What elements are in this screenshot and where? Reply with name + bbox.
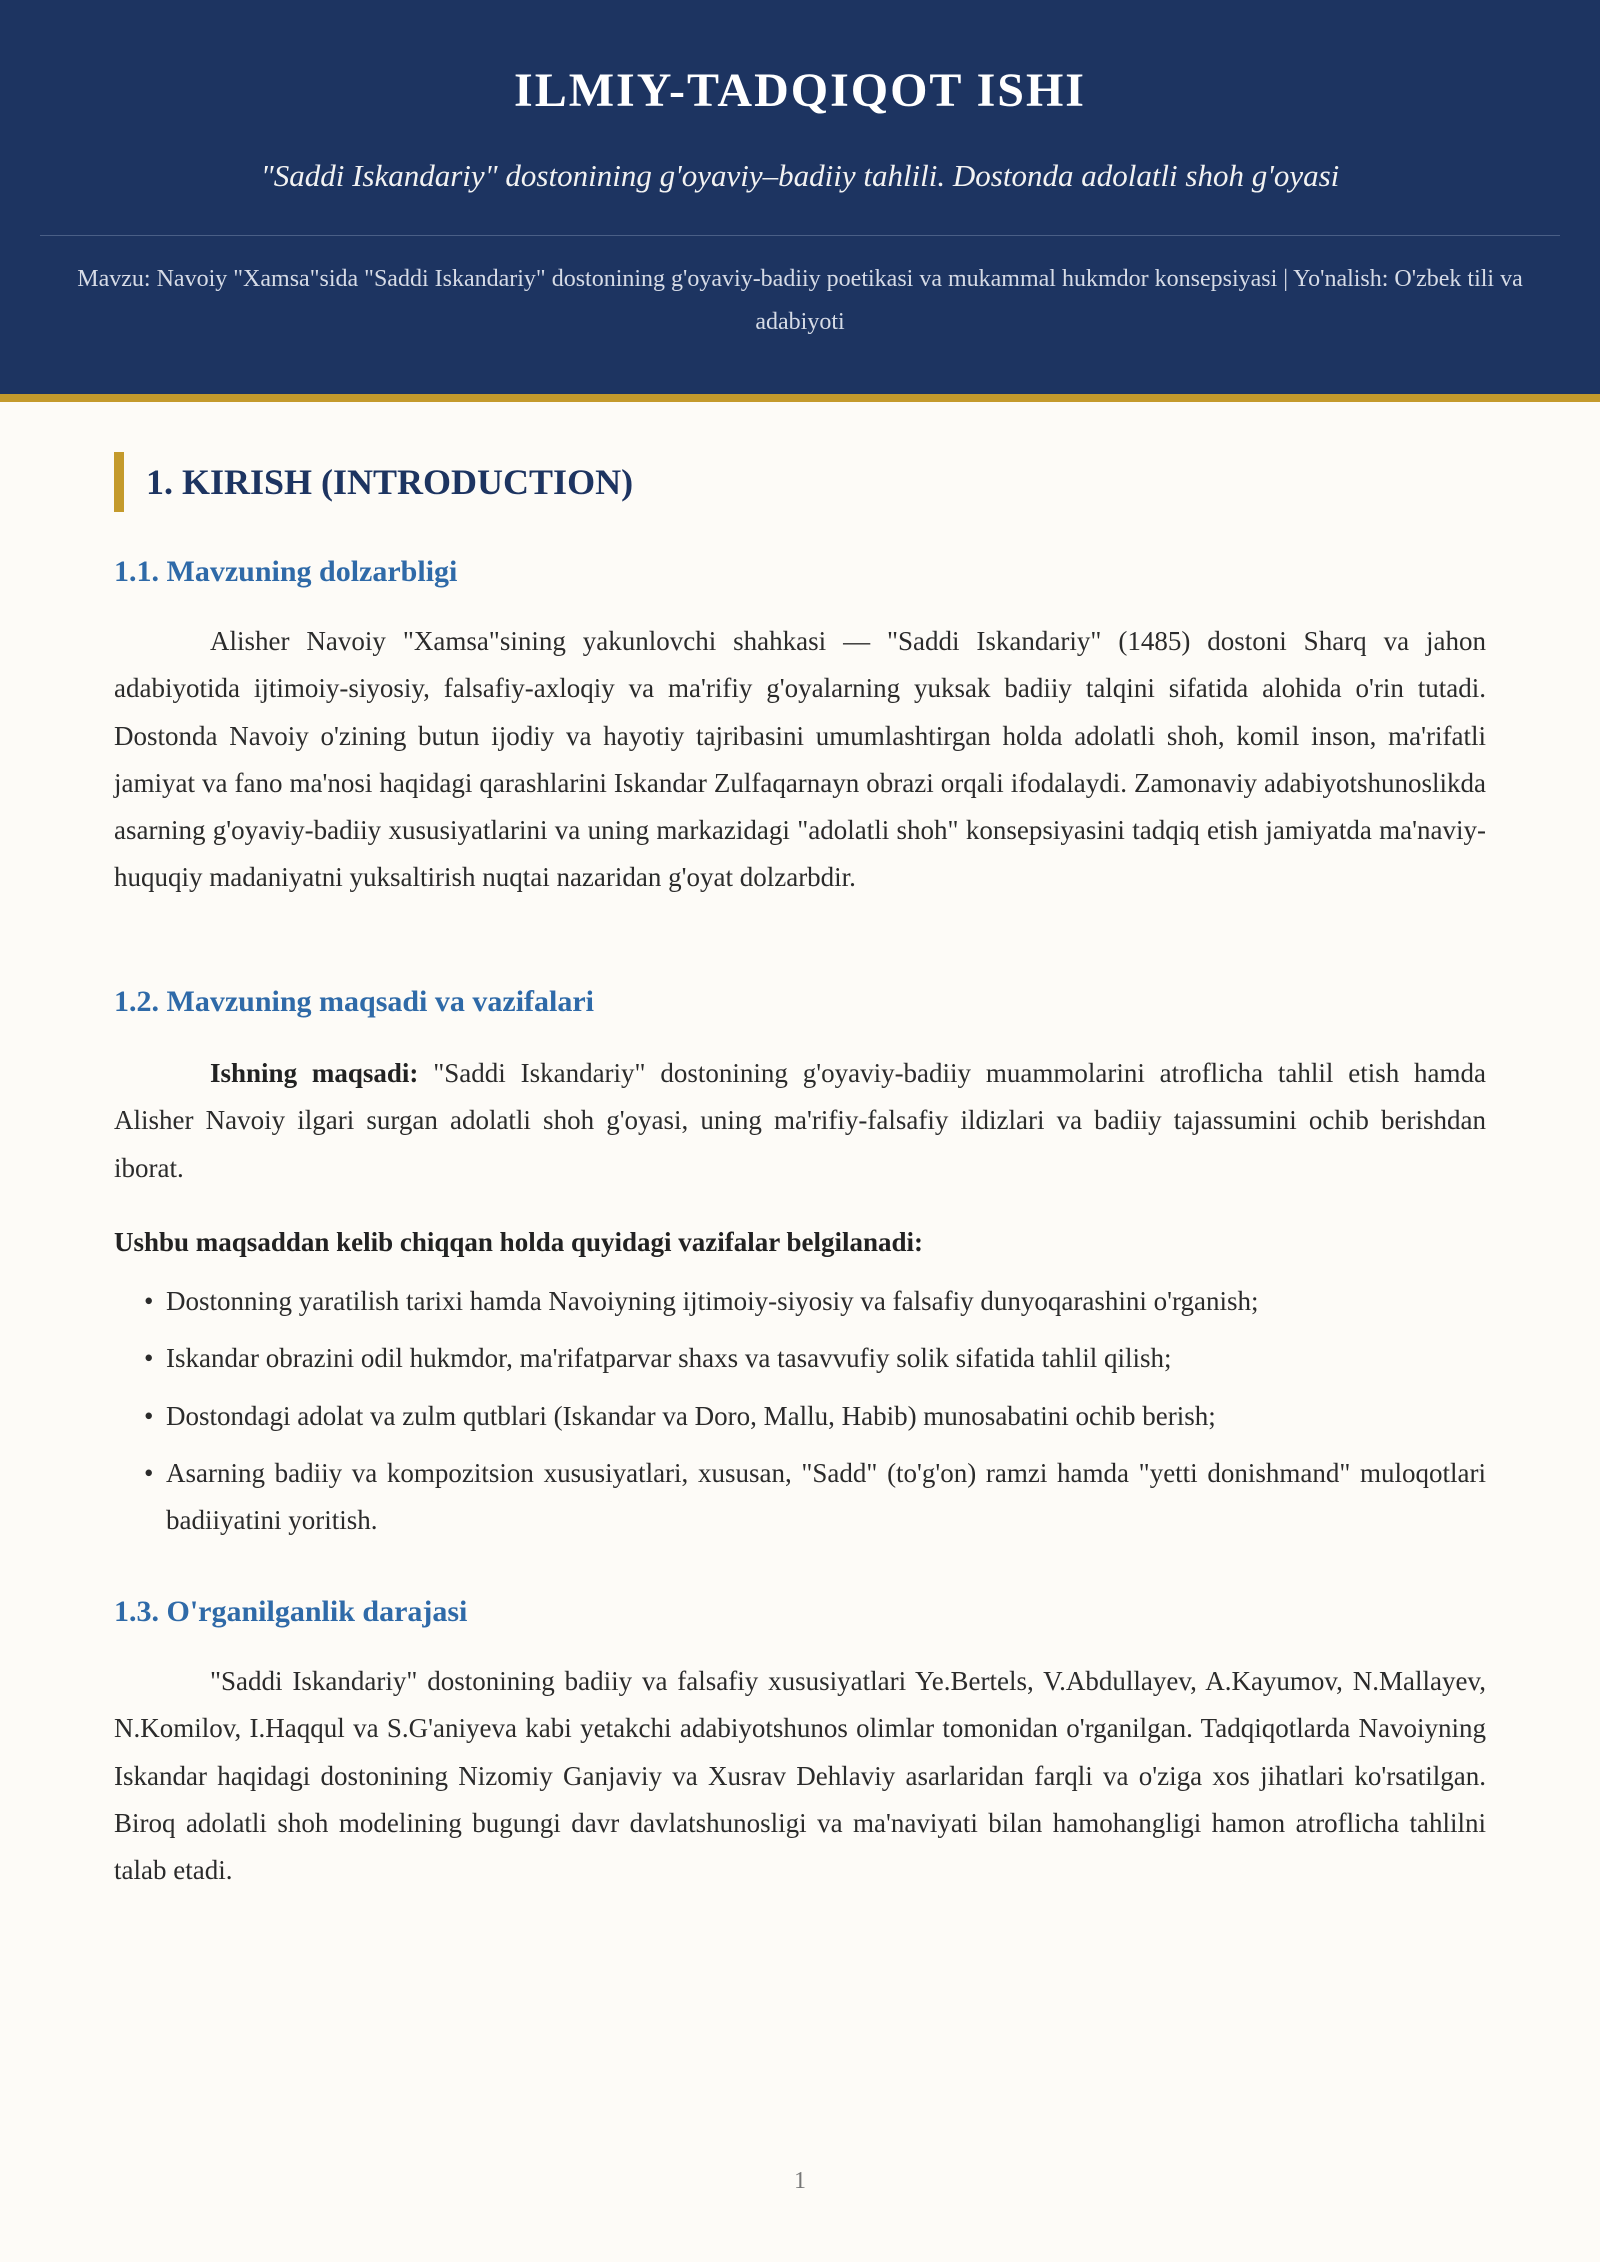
subsection-heading-goals: 1.2. Mavzuning maqsadi va vazifalari xyxy=(114,985,595,1018)
document-subtitle: "Saddi Iskandariy" dostonining g'oyaviy–badiiy tahlili. Dostonda adolatli shoh g'oyasi xyxy=(260,158,1340,193)
subsection-heading-relevance: 1.1. Mavzuning dolzarbligi xyxy=(114,555,458,588)
page-number: 1 xyxy=(794,2168,806,2194)
list-item-text: Asarning badiiy va kompozitsion xususiyatlari, xususan, "Sadd" (to'g'on) ramzi hamda "yetti donishmand" muloqotlari badiiyatini yoritish. xyxy=(166,1457,1486,1536)
document-header xyxy=(0,0,1600,402)
subsection-heading-study-level: 1.3. O'rganilganlik darajasi xyxy=(114,1595,468,1628)
list-item-text: Dostonning yaratilish tarixi hamda Navoiyning ijtimoiy-siyosiy va falsafiy dunyoqarashini o'rganish; xyxy=(166,1286,1259,1316)
header-divider xyxy=(40,235,1560,236)
section-heading: 1. KIRISH (INTRODUCTION) xyxy=(114,452,633,512)
goal-label: Ishning maqsadi: xyxy=(210,1058,419,1088)
document-title: ILMIY-TADQIQOT ISHI xyxy=(514,64,1086,117)
bullet-icon: • xyxy=(144,1400,154,1431)
paragraph-goal xyxy=(114,1050,1486,1192)
list-item-text: Dostondagi adolat va zulm qutblari (Iskandar va Doro, Mallu, Habib) munosabatini ochib berish; xyxy=(166,1400,1216,1431)
list-item-text: Iskandar obrazini odil hukmdor, ma'rifatparvar shaxs va tasavvufiy solik sifatida tahlil qilish; xyxy=(166,1343,1172,1374)
list-item xyxy=(144,1450,1486,1545)
document-topic: Mavzu: Navoiy "Xamsa"sida "Saddi Iskandariy" dostonining g'oyaviy-badiiy poetikasi va mukammal hukmdor konsepsiyasi | Yo'nalish: O'zbek tili va adabiyoti xyxy=(77,266,1523,335)
bullet-icon: • xyxy=(144,1286,154,1316)
goal-text: "Saddi Iskandariy" dostonining g'oyaviy-badiiy muammolarini atroflicha tahlil etish hamda Alisher Navoiy ilgari surgan adolatli shoh g'oyasi, uning ma'rifiy-falsafiy ildizlari va badiiy tajassumini ochib berishdan iborat. xyxy=(114,1058,1487,1183)
tasks-list xyxy=(144,1278,1486,1554)
list-item xyxy=(144,1278,1486,1325)
paragraph-study-level: "Saddi Iskandariy" dostonining badiiy va falsafiy xususiyatlari Ye.Bertels, V.Abdullayev, A.Kayumov, N.Mallayev, N.Komilov, I.Haqqul va S.G'aniyeva kabi yetakchi adabiyotshunos olimlar tomonidan o'rganilgan. Tadqiqotlarda Navoiyning Iskandar haqidagi dostonining Nizomiy Ganjaviy va Xusrav Dehlaviy asarlaridan farqli va o'ziga xos jihatlari ko'rsatilgan. Biroq adolatli shoh modelining bugungi davr davlatshunosligi va ma'naviyati bilan hamohangligi hamon atroflicha tahlilni talab etadi. xyxy=(114,1666,1486,1886)
bullet-icon: • xyxy=(144,1457,154,1488)
tasks-heading: Ushbu maqsaddan kelib chiqqan holda quyidagi vazifalar belgilanadi: xyxy=(114,1227,924,1257)
list-item xyxy=(144,1393,1486,1440)
paragraph-relevance: Alisher Navoiy "Xamsa"sining yakunlovchi shahkasi — "Saddi Iskandariy" (1485) dostoni Sharq va jahon adabiyotida ijtimoiy-siyosiy, falsafiy-axloqiy va ma'rifiy g'oyalarning yuksak badiiy talqini sifatida alohida o'rin tutadi. Dostonda Navoiy o'zining butun ijodiy va hayotiy tajribasini umumlashtirgan holda adolatli shoh, komil inson, ma'rifatli jamiyat va fano ma'nosi haqidagi qarashlarini Iskandar Zulfaqarnayn obrazi orqali ifodalaydi. Zamonaviy adabiyotshunoslikda asarning g'oyaviy-badiiy xususiyatlarini va uning markazidagi "adolatli shoh" konsepsiyasini tadqiq etish jamiyatda ma'naviy-huquqiy madaniyatni yuksaltirish nuqtai nazaridan g'oyat dolzarbdir. xyxy=(114,626,1486,893)
bullet-icon: • xyxy=(144,1343,154,1374)
list-item xyxy=(144,1335,1486,1382)
